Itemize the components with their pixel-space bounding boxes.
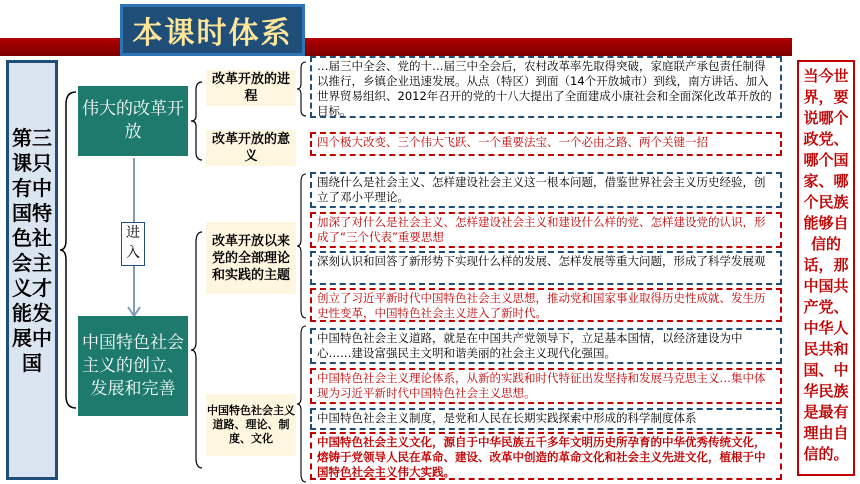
road-box-2: 中国特色社会主义理论体系，从新的实践和时代特征出发坚持和发展马克思主义…集中体现为习近平新时代中国特色社会主义思想。 (310, 368, 782, 404)
theme-box-3: 深刻认识和回答了新形势下实现什么样的发展、怎样发展等重大问题，形成了科学发展观 (310, 251, 782, 285)
road-brace (296, 324, 308, 484)
main-brace (58, 90, 78, 410)
label-theme: 改革开放以来党的全部理论和实践的主题 (206, 222, 296, 294)
reform-brace (190, 80, 204, 162)
process-box: …届三中全会、党的十…届三中全会后，农村改革率先取得突破，家庭联产承包责任制得以推行，乡镇企业迅速发展。从点（特区）到面（14个开放城市）到线，南方讲话、加入世界贸易组织、2012年召开的党的十八大提出了全面建成小康社会和全面深化改革开放的目标。 (310, 56, 782, 118)
lesson-title: 第三课只有中国特色社会主义才能发展中国 (12, 126, 52, 375)
header-band (0, 38, 792, 56)
road-box-1: 中国特色社会主义道路，就是在中国共产党领导下，立足基本国情，以经济建设为中心……建设富强民主文明和谐美丽的社会主义现代化强国。 (310, 328, 782, 364)
theme-box-4: 创立了习近平新时代中国特色社会主义思想，推动党和国家事业取得历史性成就、发生历史性变革，中国特色社会主义进入了新时代。 (310, 288, 782, 322)
reform-node: 伟大的改革开放 (78, 86, 188, 156)
meaning-box: 四个极大改变、三个伟大飞跃、一个重要法宝、一个必由之路、两个关键一招 (310, 132, 782, 156)
road-box-4: 中国特色社会主义文化，源自于中华民族五千多年文明历史所孕育的中华优秀传统文化，熔铸于党领导人民在革命、建设、改革中创造的革命文化和社会主义先进文化，植根于中国特色社会主义伟大实践。 (310, 432, 782, 480)
label-road: 中国特色社会主义道路、理论、制度、文化 (206, 394, 296, 456)
theme-box-2: 加深了对什么是社会主义、怎样建设社会主义和建设什么样的党、怎样建设党的认识，形成了“三个代表”重要思想 (310, 212, 782, 248)
confidence-note: 当今世界，要说哪个政党、哪个国家、哪个民族能够自信的话，那中国共产党、中华人民共和国、中华民族是最有理由自信的。 (797, 60, 855, 476)
road-box-3: 中国特色社会主义制度，是党和人民在长期实践探索中形成的科学制度体系 (310, 408, 782, 430)
socialism-brace (190, 230, 204, 470)
theme-brace (296, 172, 308, 320)
header-band-top (0, 28, 792, 38)
label-process: 改革开放的进程 (206, 70, 296, 106)
label-meaning: 改革开放的意义 (206, 130, 296, 166)
process-brace (296, 60, 308, 118)
theme-box-1: 围绕什么是社会主义、怎样建设社会主义这一根本问题，借鉴世界社会主义历史经验，创立了邓小平理论。 (310, 172, 782, 208)
enter-label: 进入 (121, 222, 145, 266)
page-title: 本课时体系 (120, 4, 305, 56)
socialism-node: 中国特色社会主义的创立、发展和完善 (78, 316, 188, 416)
